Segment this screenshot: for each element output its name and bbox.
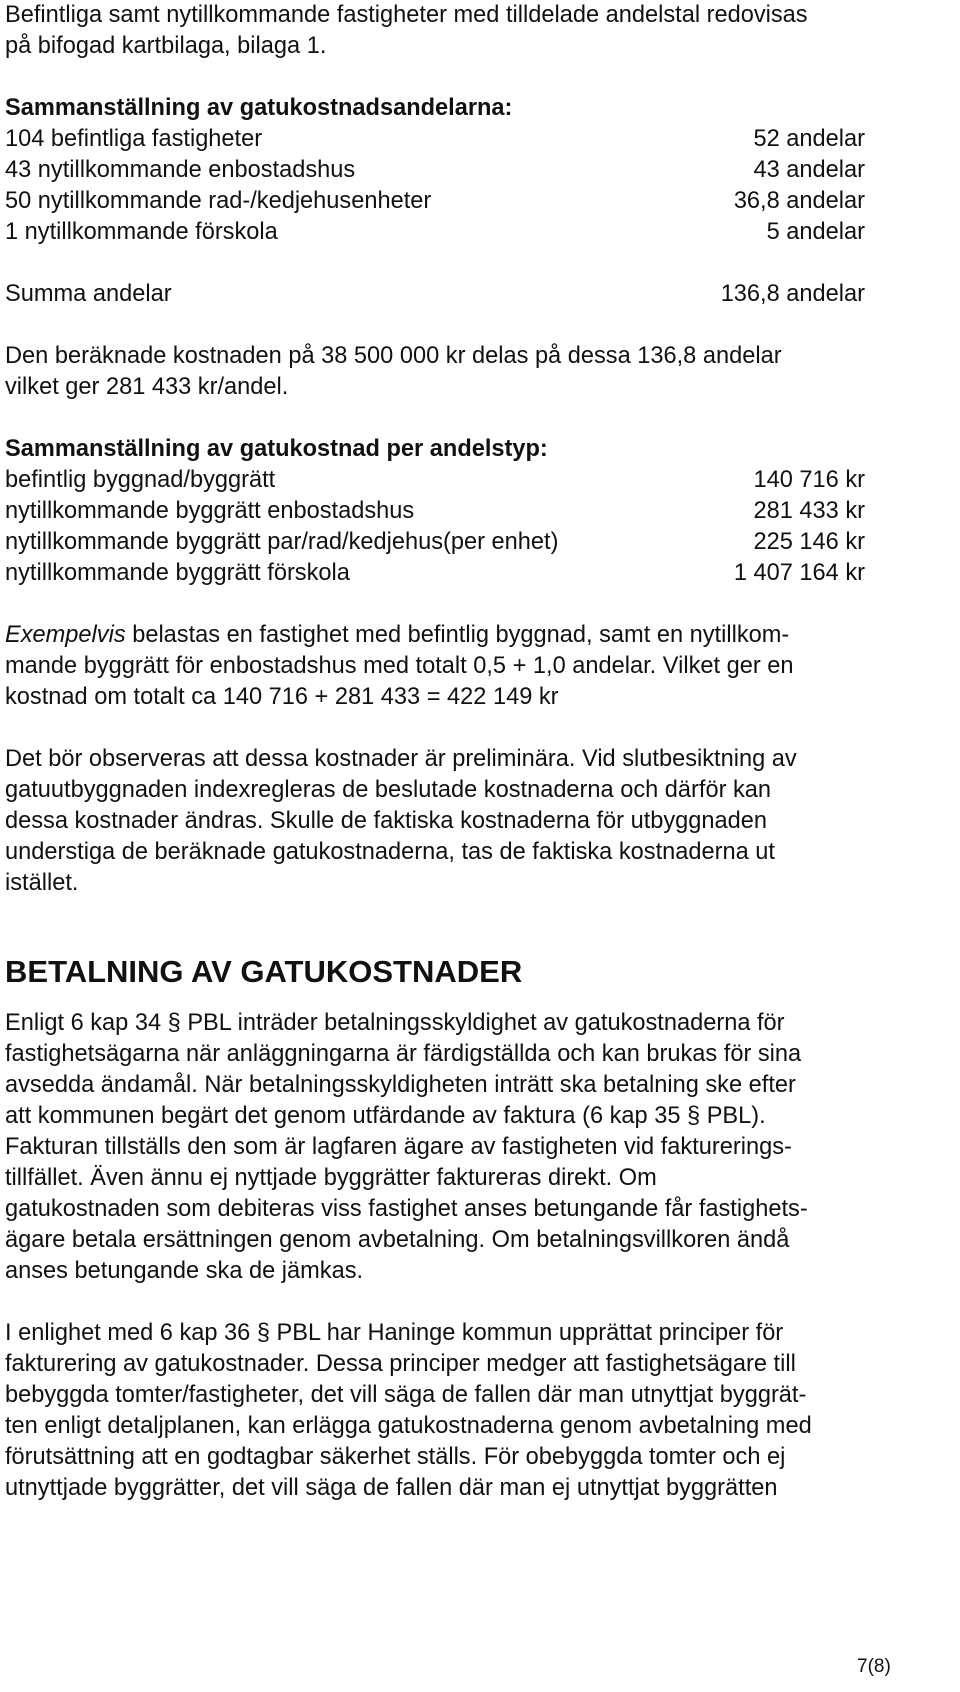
- row-label: befintlig byggnad/byggrätt: [5, 467, 276, 493]
- table-row: [5, 155, 865, 186]
- row-label: nytillkommande byggrätt enbostadshus: [5, 498, 415, 524]
- total-value: 136,8 andelar: [720, 281, 865, 307]
- row-value: 140 716 kr: [753, 467, 865, 493]
- document-page: [5, 0, 865, 1504]
- row-label: 43 nytillkommande enbostadshus: [5, 157, 356, 183]
- row-value: 225 146 kr: [753, 529, 865, 555]
- text-line: istället.: [5, 870, 79, 896]
- row-value: 5 andelar: [766, 219, 865, 245]
- example-line-2: mande byggrätt för enbostadshus med totalt 0,5 + 1,0 andelar. Vilket ger en: [5, 653, 794, 679]
- shares-table: [5, 124, 865, 310]
- cost-table: [5, 465, 865, 589]
- row-value: 52 andelar: [753, 126, 865, 152]
- example-italic-word: Exempelvis: [5, 622, 126, 648]
- row-label: 50 nytillkommande rad-/kedjehusenheter: [5, 188, 432, 214]
- text-line: gatukostnaden som debiteras viss fastighet anses betungande får fastighets-: [5, 1196, 808, 1222]
- row-value: 36,8 andelar: [733, 188, 865, 214]
- text-line: bebyggda tomter/fastigheter, det vill säga de fallen där man utnyttjat byggrät-: [5, 1382, 807, 1408]
- table-row: [5, 465, 865, 496]
- text-line: att kommunen begärt det genom utfärdande av faktura (6 kap 35 § PBL).: [5, 1103, 766, 1129]
- table-row: [5, 217, 865, 248]
- text-line: Enligt 6 kap 34 § PBL inträder betalningsskyldighet av gatukostnaderna för: [5, 1010, 785, 1036]
- table-row: [5, 124, 865, 155]
- text-line: dessa kostnader ändras. Skulle de faktiska kostnaderna för utbyggnaden: [5, 808, 768, 834]
- example-line-1: [5, 620, 865, 651]
- text-line: ägare betala ersättningen genom avbetalning. Om betalningsvillkoren ändå: [5, 1227, 790, 1253]
- row-label: nytillkommande byggrätt par/rad/kedjehus(per enhet): [5, 529, 559, 555]
- preliminary-paragraph: [5, 744, 865, 899]
- text-line: fastighetsägarna när anläggningarna är färdigställda och kan brukas för sina: [5, 1041, 802, 1067]
- total-row: [5, 279, 865, 310]
- cost-heading: Sammanställning av gatukostnad per andelstyp:: [5, 436, 548, 462]
- example-line-3: kostnad om totalt ca 140 716 + 281 433 = 422 149 kr: [5, 684, 559, 710]
- text-line: fakturering av gatukostnader. Dessa principer medger att fastighetsägare till: [5, 1351, 796, 1377]
- row-label: 1 nytillkommande förskola: [5, 219, 278, 245]
- text-line: ten enligt detaljplanen, kan erlägga gatukostnaderna genom avbetalning med: [5, 1413, 812, 1439]
- row-value: 281 433 kr: [753, 498, 865, 524]
- calc-line-2: vilket ger 281 433 kr/andel.: [5, 374, 289, 400]
- text-line: Fakturan tillställs den som är lagfaren ägare av fastigheten vid fakturerings-: [5, 1134, 792, 1160]
- text-line: understiga de beräknade gatukostnaderna, tas de faktiska kostnaderna ut: [5, 839, 775, 865]
- text-line: I enlighet med 6 kap 36 § PBL har Haninge kommun upprättat principer för: [5, 1320, 784, 1346]
- section-heading: BETALNING AV GATUKOSTNADER: [5, 954, 523, 989]
- example-line-1-rest: belastas en fastighet med befintlig byggnad, samt en nytillkom-: [125, 622, 790, 648]
- text-line: gatuutbyggnaden indexregleras de beslutade kostnaderna och därför kan: [5, 777, 772, 803]
- row-value: 1 407 164 kr: [733, 560, 865, 586]
- shares-heading: Sammanställning av gatukostnadsandelarna:: [5, 95, 513, 121]
- table-row: [5, 558, 865, 589]
- table-row: [5, 186, 865, 217]
- intro-line-1: Befintliga samt nytillkommande fastigheter med tilldelade andelstal redovisas: [5, 2, 808, 28]
- payment-paragraph-1: [5, 1008, 865, 1287]
- text-line: utnyttjade byggrätter, det vill säga de fallen där man ej utnyttjat byggrätten: [5, 1475, 778, 1501]
- page-number: 7(8): [857, 1656, 891, 1677]
- text-line: förutsättning att en godtagbar säkerhet ställs. För obebyggda tomter och ej: [5, 1444, 786, 1470]
- table-row: [5, 527, 865, 558]
- row-value: 43 andelar: [753, 157, 865, 183]
- total-label: Summa andelar: [5, 281, 172, 307]
- table-row: [5, 496, 865, 527]
- row-label: 104 befintliga fastigheter: [5, 126, 263, 152]
- row-label: nytillkommande byggrätt förskola: [5, 560, 350, 586]
- calc-line-1: Den beräknade kostnaden på 38 500 000 kr delas på dessa 136,8 andelar: [5, 343, 782, 369]
- intro-line-2: på bifogad kartbilaga, bilaga 1.: [5, 33, 327, 59]
- text-line: avsedda ändamål. När betalningsskyldigheten inträtt ska betalning ske efter: [5, 1072, 796, 1098]
- payment-paragraph-2: [5, 1318, 865, 1504]
- text-line: Det bör observeras att dessa kostnader är preliminära. Vid slutbesiktning av: [5, 746, 797, 772]
- text-line: tillfället. Även ännu ej nyttjade byggrätter faktureras direkt. Om: [5, 1165, 657, 1191]
- text-line: anses betungande ska de jämkas.: [5, 1258, 364, 1284]
